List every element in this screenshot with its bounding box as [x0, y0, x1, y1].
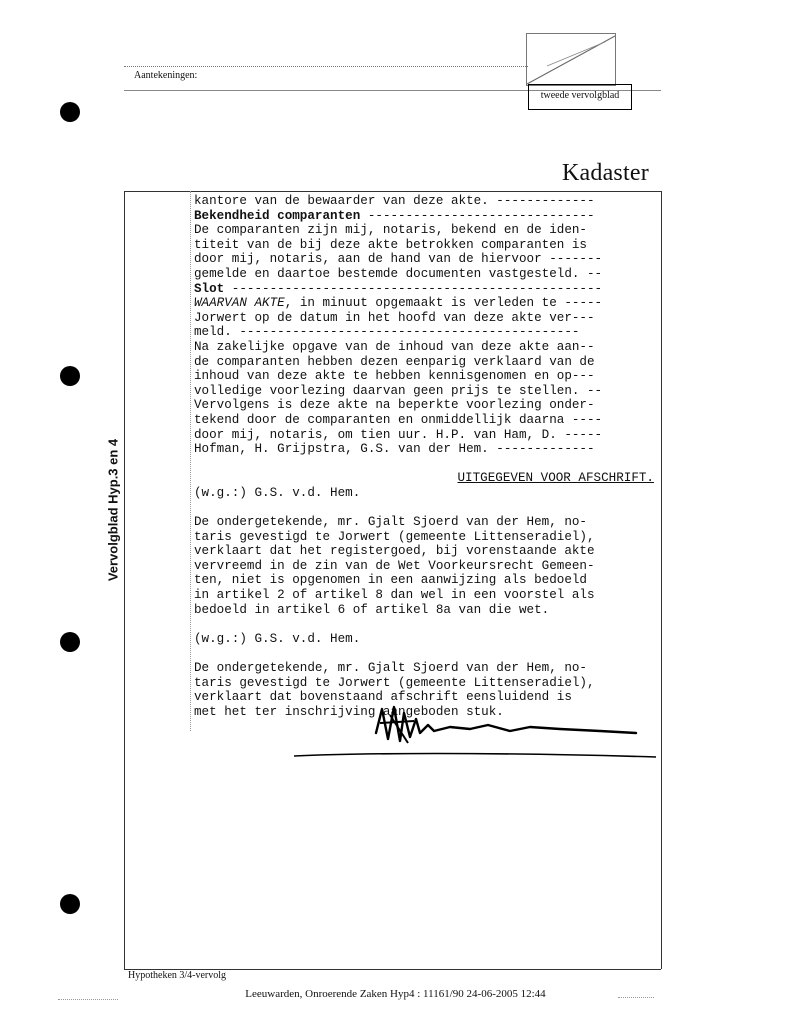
footer-dotted-line-left [58, 999, 118, 1000]
text-line: ------------------------------------------------- [224, 281, 603, 296]
text-line: Vervolgens is deze akte na beperkte voorlezing onder- [194, 398, 595, 413]
text-line: (w.g.:) G.S. v.d. Hem. [194, 485, 361, 500]
text-line: gemelde en daartoe bestemde documenten vastgesteld. -- [194, 266, 603, 281]
text-line: met het ter inschrijving aangeboden stuk. [194, 704, 504, 719]
text-line: volledige voorlezing daarvan geen prijs te stellen. -- [194, 383, 603, 398]
text-line: verklaart dat bovenstaand afschrift eensluidend is [194, 690, 572, 705]
vervolgblad-box: tweede vervolgblad [528, 84, 632, 110]
text-line: taris gevestigd te Jorwert (gemeente Littenseradiel), [194, 529, 595, 544]
text-line: bedoeld in artikel 6 of artikel 8a van die wet. [194, 602, 550, 617]
text-line: vervreemd in de zin van de Wet Voorkeursrecht Gemeen- [194, 558, 595, 573]
notary-signature [370, 703, 640, 754]
frame-top-border [124, 191, 661, 192]
punch-hole-2 [60, 366, 80, 386]
text-line: De comparanten zijn mij, notaris, bekend en de iden- [194, 223, 587, 238]
text-line: meld. --------------------------------------------- [194, 325, 580, 340]
footer-dotted-line-right [618, 997, 654, 998]
deed-body-text [194, 194, 654, 719]
kadaster-logo: Kadaster [562, 160, 649, 186]
frame-right-border [661, 191, 662, 969]
text-line: door mij, notaris, om tien uur. H.P. van Ham, D. ----- [194, 427, 603, 442]
text-line: Jorwert op de datum in het hoofd van deze akte ver--- [194, 310, 595, 325]
aantekeningen-label: Aantekeningen: [134, 70, 198, 81]
text-line: de comparanten hebben dezen eenparig verklaard van de [194, 354, 595, 369]
text-line: ten, niet is opgenomen in een aanwijzing als bedoeld [194, 573, 587, 588]
text-margin-line [190, 191, 191, 731]
text-line: kantore van de bewaarder van deze akte. ------------- [194, 194, 595, 208]
waarvan-akte: WAARVAN AKTE [194, 296, 285, 311]
text-line: ------------------------------ [360, 208, 595, 223]
signature-line [294, 751, 656, 759]
text-line: taris gevestigd te Jorwert (gemeente Littenseradiel), [194, 675, 595, 690]
text-line: titeit van de bij deze akte betrokken comparanten is [194, 237, 587, 252]
punch-hole-4 [60, 894, 80, 914]
side-label: Vervolgblad Hyp.3 en 4 [105, 438, 121, 582]
uitgegeven-heading: UITGEGEVEN VOOR AFSCHRIFT. [457, 471, 654, 486]
text-line: (w.g.:) G.S. v.d. Hem. [194, 631, 361, 646]
text-line: inhoud van deze akte te hebben kennisgenomen en op--- [194, 369, 595, 384]
frame-left-border [124, 191, 125, 969]
heading-slot: Slot [194, 281, 225, 296]
text-line: door mij, notaris, aan de hand van de hiervoor ------- [194, 252, 603, 267]
text-line: verklaart dat het registergoed, bij vorenstaande akte [194, 544, 595, 559]
text-line: De ondergetekende, mr. Gjalt Sjoerd van der Hem, no- [194, 515, 587, 530]
text-line: De ondergetekende, mr. Gjalt Sjoerd van der Hem, no- [194, 661, 587, 675]
text-line: in artikel 2 of artikel 8 dan wel in een voorstel als [194, 588, 595, 603]
text-line: Hofman, H. Grijpstra, G.S. van der Hem. ------------- [194, 442, 595, 457]
text-line: , in minuut opgemaakt is verleden te ----- [284, 296, 603, 311]
registration-line: Leeuwarden, Onroerende Zaken Hyp4 : 11161/90 24-06-2005 12:44 [245, 988, 546, 1000]
form-name: Hypotheken 3/4-vervolg [128, 970, 227, 981]
text-line: Na zakelijke opgave van de inhoud van deze akte aan-- [194, 339, 595, 354]
aantekeningen-dotted-line [124, 66, 528, 67]
punch-hole-1 [60, 102, 80, 122]
heading-bekendheid: Bekendheid comparanten [194, 208, 361, 223]
text-line: tekend door de comparanten en onmiddellijk daarna ---- [194, 412, 603, 427]
registration-stamp-box [526, 33, 616, 86]
punch-hole-3 [60, 632, 80, 652]
